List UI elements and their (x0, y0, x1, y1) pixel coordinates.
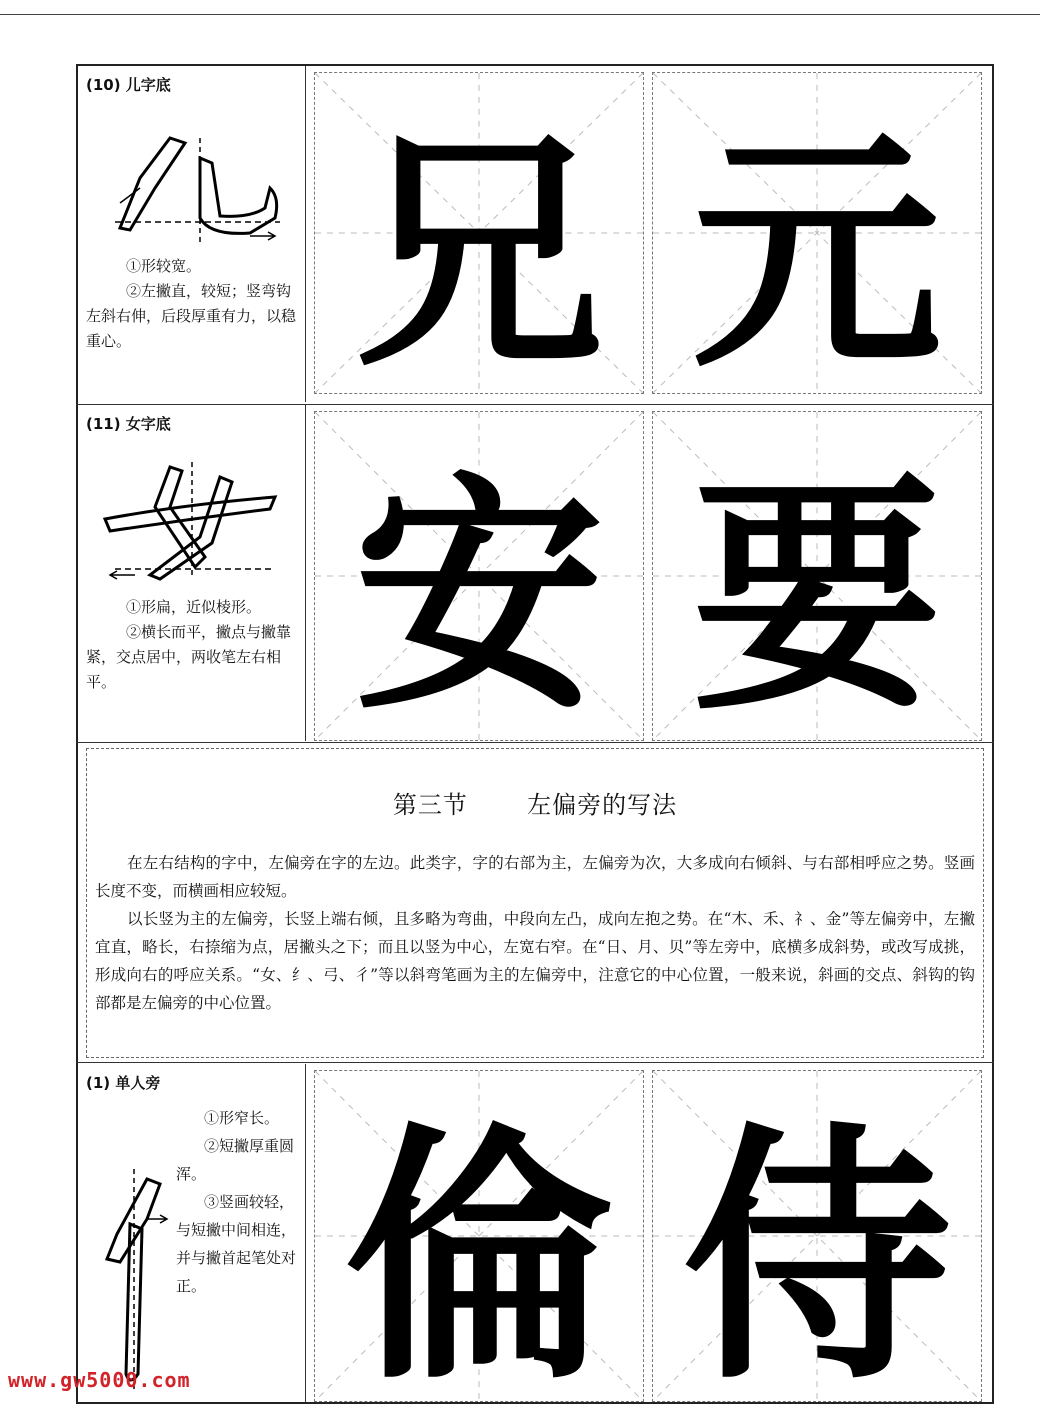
section-title (87, 785, 983, 820)
watermark-url: www.gw5000.com (8, 1368, 191, 1392)
glyph-cell-3 (314, 411, 644, 741)
stroke-demo-nv (100, 457, 290, 587)
note-line: ②横长而平，撇点与撇靠紧，交点居中，两收笔左右相平。 (86, 623, 292, 691)
glyph-cell-1 (314, 72, 644, 394)
calligraphy-character: 元 (692, 106, 942, 394)
row-er-zi-di (78, 66, 992, 402)
row-divider (76, 742, 994, 743)
note-line: ②短撇厚重圆浑。 (176, 1137, 295, 1183)
note-line: ①形窄长。 (204, 1109, 280, 1127)
row-label: (1) 单人旁 (86, 1074, 161, 1092)
explanation-text (86, 254, 298, 354)
row-dan-ren-pang (78, 1064, 992, 1402)
note-line: ②左撇直，较短；竖弯钩左斜右伸，后段厚重有力，以稳重心。 (86, 282, 297, 350)
glyph-cell-2 (652, 72, 982, 394)
explanation-text (176, 1104, 300, 1300)
explanation-cell (78, 66, 306, 402)
stroke-demo-ren (92, 1164, 172, 1394)
calligraphy-character: 兄 (354, 106, 604, 394)
glyph-cell-5 (314, 1070, 644, 1402)
explanation-cell (78, 405, 306, 741)
calligraphy-character: 倫 (344, 1098, 614, 1402)
calligraphy-character: 侍 (682, 1098, 952, 1402)
explanation-cell (78, 1064, 306, 1402)
row-label: (10) 儿字底 (86, 76, 171, 94)
note-line: ①形扁，近似棱形。 (126, 598, 262, 616)
section-left-radical (86, 748, 984, 1058)
stroke-demo-er (100, 118, 290, 248)
row-label: (11) 女字底 (86, 415, 171, 433)
calligraphy-character: 要 (692, 449, 942, 741)
calligraphy-character: 安 (354, 449, 604, 741)
glyph-cell-6 (652, 1070, 982, 1402)
section-paragraph-1: 在左右结构的字中，左偏旁在字的左边。此类字，字的右部为主，左偏旁为次，大多成向右倾斜、与右部相呼应之势。竖画长度不变，而横画相应较短。 (95, 854, 975, 900)
row-nv-zi-di (78, 405, 992, 741)
note-line: ③竖画较轻，与短撇中间相连，并与撇首起笔处对正。 (176, 1193, 297, 1295)
section-number: 第三节 (392, 791, 468, 819)
glyph-cell-4 (652, 411, 982, 741)
section-heading: 左偏旁的写法 (527, 791, 678, 819)
note-line: ①形较宽。 (126, 257, 202, 275)
explanation-text (86, 595, 298, 695)
section-paragraph-2: 以长竖为主的左偏旁，长竖上端右倾，且多略为弯曲，中段向左凸，成向左抱之势。在“木、禾、礻、金”等左偏旁中，左撇宜直，略长，右捺缩为点，居撇头之下；而且以竖为中心，左宽右窄。在“日、月、贝”等左旁中，底横多成斜势，或改写成挑，形成向右的呼应关系。“女、纟、弓、彳”等以斜弯笔画为主的左偏旁中，注意它的中心位置，一般来说，斜画的交点、斜钩的钩部都是左偏旁的中心位置。 (95, 910, 975, 1012)
page-top-edge (0, 0, 1040, 15)
row-divider (76, 1062, 994, 1063)
